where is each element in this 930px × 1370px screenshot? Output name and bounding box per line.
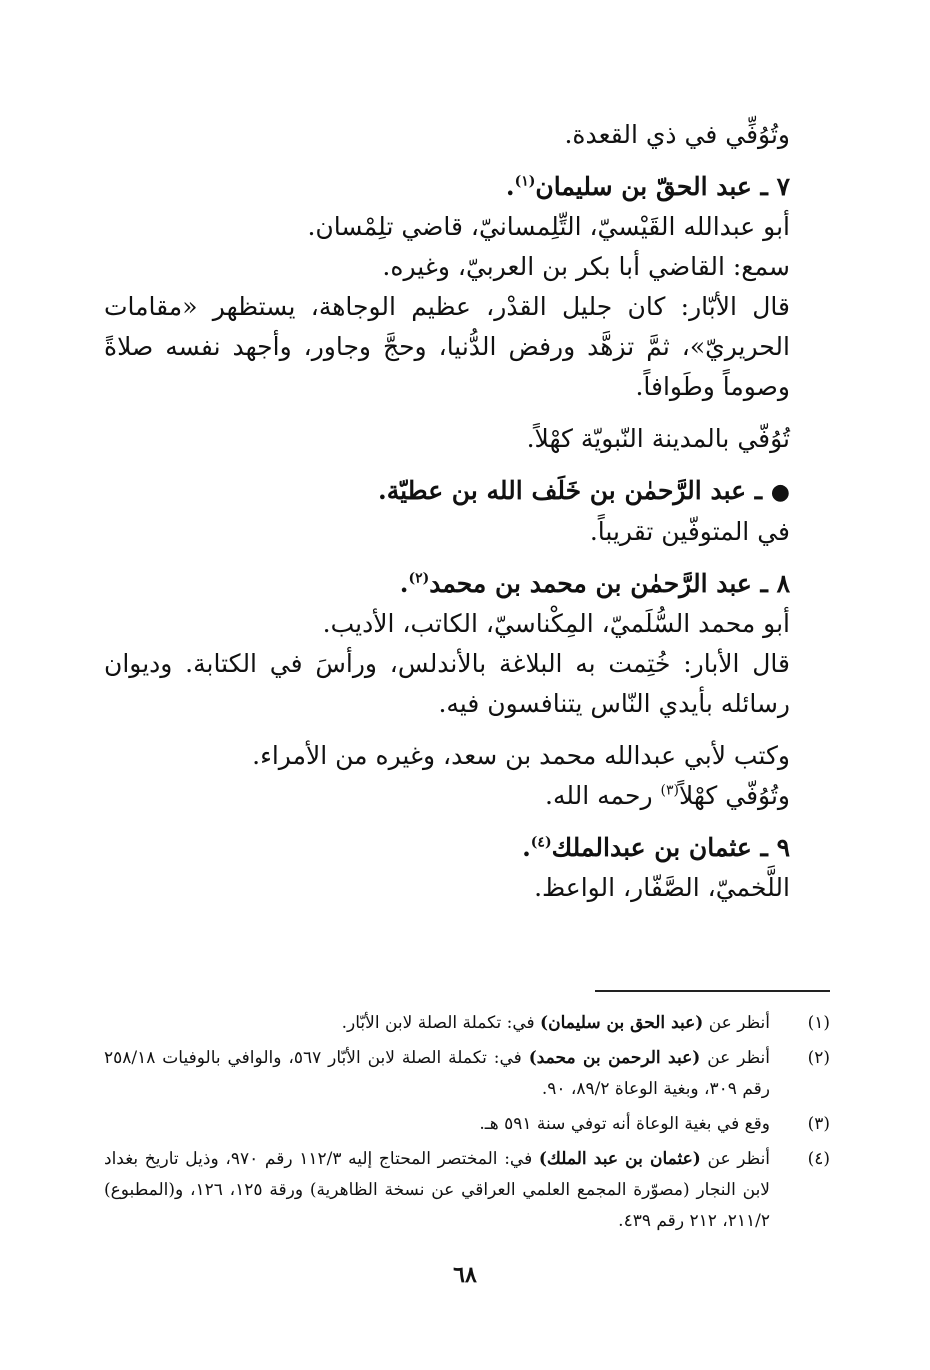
footnote-rest: في: تكملة الصلة لابن الأبّار. bbox=[341, 1013, 535, 1033]
entry-9-heading: ٩ ـ عثمان بن عبدالملك$^{(٤)}$. bbox=[522, 833, 790, 862]
entry-7-name: عبد الحقّ بن سليمان bbox=[535, 172, 752, 201]
entry-7-death-line: تُوُفّي بالمدينة النّبويّة كهْلاً. bbox=[526, 424, 790, 453]
footnote-item bbox=[104, 1144, 830, 1237]
entry-9-number: ٩ ـ bbox=[760, 833, 790, 862]
footnote-number: (٢) bbox=[807, 1048, 830, 1068]
entry-9-name: عثمان بن عبدالملك bbox=[551, 833, 752, 862]
footnote-subject: (عبد الرحمن بن محمد) bbox=[528, 1048, 701, 1068]
previous-entry-death-line: وتُوُفِّي في ذي القعدة. bbox=[564, 120, 790, 149]
footnote-separator-rule bbox=[595, 990, 830, 992]
footnote-text bbox=[104, 1109, 770, 1140]
bullet-entry-note: في المتوفّين تقريباً. bbox=[589, 517, 790, 546]
entry-7-number: ٧ ـ bbox=[760, 172, 790, 201]
entry-7-line: أبو عبدالله القَيْسيّ، التِّلِمسانيّ، قاضي تلِمْسان. bbox=[307, 212, 790, 241]
entry-8-death-text: وتُوُفّي كهْلاً bbox=[678, 781, 790, 810]
footnote-lead: وقع في بغية الوعاة أنه توفي سنة ٥٩١ هـ. bbox=[479, 1114, 770, 1134]
entry-8-death-blessing: رحمه الله. bbox=[545, 781, 653, 810]
entry-8-number: ٨ ـ bbox=[760, 569, 790, 598]
footnote-lead: أنظر عن bbox=[707, 1048, 770, 1068]
footnote-item bbox=[104, 1043, 830, 1105]
entry-8-death-line bbox=[104, 776, 830, 816]
footnote-text bbox=[104, 1144, 770, 1237]
footnote-rest: في: المختصر المحتاج إليه ١١٢/٣ رقم ٩٧٠، وذيل تاريخ بغداد لابن النجار (مصوّرة المجمع العلمي العراقي عن نسخة الظاهرية) ورقة ١٢٥، ١٢٦، و(المطبوع) ٢١١/٢، ٢١٢ رقم ٤٣٩. bbox=[104, 1149, 770, 1231]
entry-7-line: سمع: القاضي أبا بكر بن العربيّ، وغيره. bbox=[382, 252, 790, 281]
footnote-number: (١) bbox=[807, 1013, 830, 1033]
footnote-text bbox=[104, 1043, 770, 1105]
entry-8-line: أبو محمد السُّلَميّ، المِكْناسيّ، الكاتب، الأديب. bbox=[322, 609, 790, 638]
footnote-number: (٣) bbox=[807, 1114, 830, 1134]
footnote-ref-1[interactable]: (١) bbox=[514, 173, 536, 190]
entry-8-wrote-line: وكتب لأبي عبدالله محمد بن سعد، وغيره من الأمراء. bbox=[252, 741, 790, 770]
entry-7-paragraph: قال الأبّار: كان جليل القدْر، عظيم الوجاهة، يستظهر «مقامات الحريريّ»، ثمَّ تزهَّد ورفض الدُّنيا، وحجَّ وجاور، وأجهد نفسه صلاةً وصوماً وطَوافاً. bbox=[104, 292, 790, 401]
entry-9-line: اللَّخميّ، الصَّفّار، الواعظ. bbox=[534, 873, 790, 902]
entry-8-paragraph: قال الأبار: خُتِمت به البلاغة بالأندلس، ورأسَ في الكتابة. وديوان رسائله بأيدي النّاس يتنافسون فيه. bbox=[104, 649, 790, 718]
footnote-text bbox=[104, 1008, 770, 1039]
footnote-ref-4[interactable]: (٤) bbox=[530, 834, 552, 851]
page-number: ٦٨ bbox=[453, 1262, 477, 1288]
footnote-ref-2[interactable]: (٢) bbox=[408, 570, 430, 587]
footnote-item bbox=[104, 1008, 830, 1039]
bullet-marker-icon: ● bbox=[770, 479, 790, 505]
footnotes bbox=[104, 1008, 830, 1241]
footnote-lead: أنظر عن bbox=[708, 1013, 770, 1033]
entry-7-heading: ٧ ـ عبد الحقّ بن سليمان$^{(١)}$. bbox=[505, 172, 790, 201]
footnote-subject: (عبد الحق بن سليمان) bbox=[540, 1013, 704, 1033]
footnote-ref-3[interactable]: (٣) bbox=[660, 782, 679, 799]
bullet-entry-heading bbox=[104, 471, 830, 512]
footnote-subject: (عثمان بن عبد الملك) bbox=[538, 1149, 701, 1169]
footnote-lead: أنظر عن bbox=[707, 1149, 771, 1169]
bullet-entry-name: ـ عبد الرَّحمٰن بن خَلَف الله بن عطيّة. bbox=[378, 476, 763, 505]
footnote-rest: في: تكملة الصلة لابن الأبّار ٥٦٧، والوافي بالوفيات ٢٥٨/١٨ رقم ٣٠٩، وبغية الوعاة ٨٩/٢، ٩٠. bbox=[104, 1048, 770, 1099]
entry-8-name: عبد الرَّحمٰن بن محمد بن محمد bbox=[429, 569, 752, 598]
footnote-number: (٤) bbox=[807, 1149, 830, 1169]
main-text bbox=[104, 115, 830, 908]
entry-8-heading: ٨ ـ عبد الرَّحمٰن بن محمد بن محمد$^{(٢)}$. bbox=[399, 569, 790, 598]
footnote-item bbox=[104, 1109, 830, 1140]
